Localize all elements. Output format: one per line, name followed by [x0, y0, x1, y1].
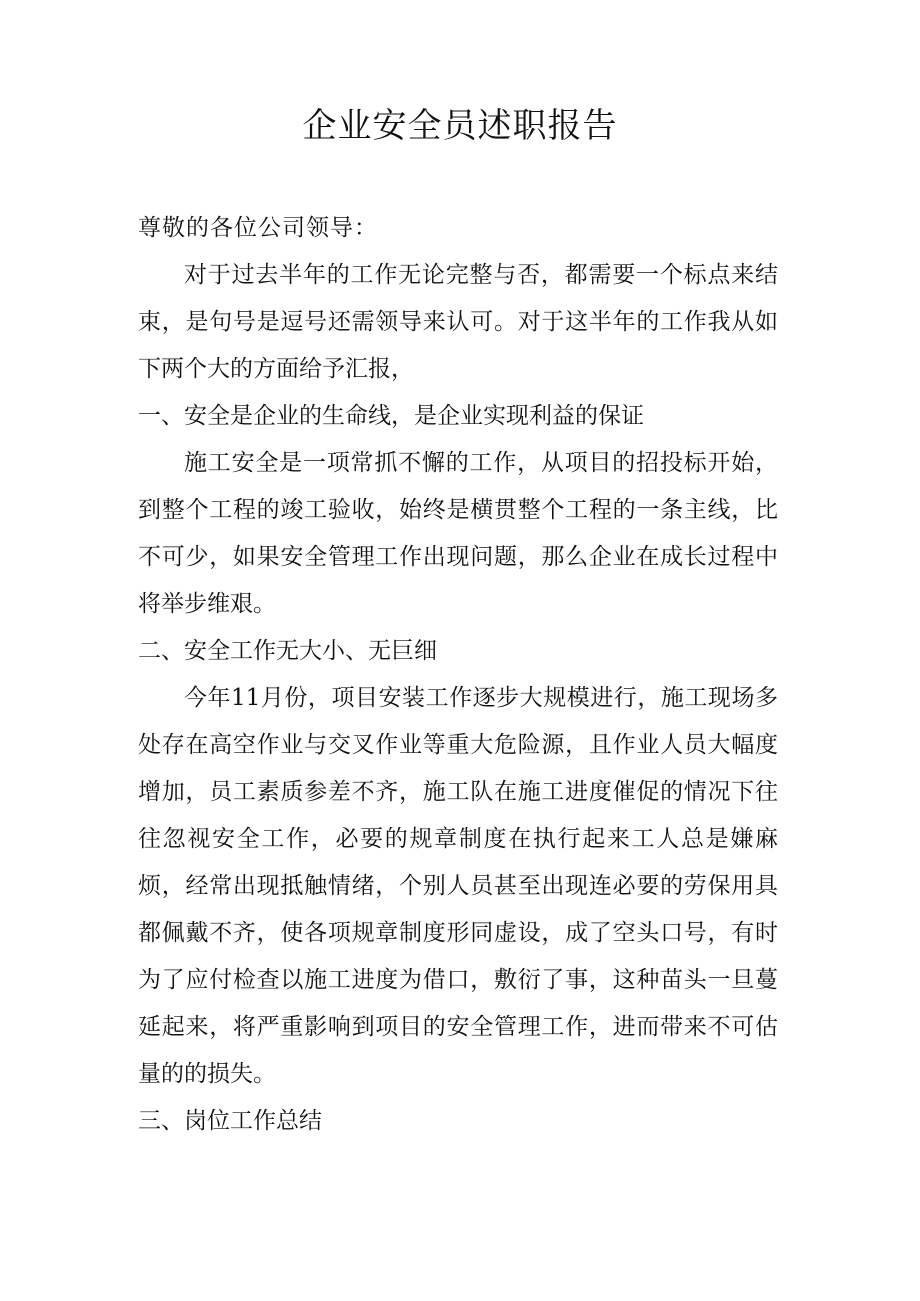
document-title: 企业安全员述职报告 [302, 106, 618, 146]
greeting: 尊敬的各位公司领导： [138, 215, 378, 241]
paragraph-section-2: 今年11月份，项目安装工作逐步大规模进行，施工现场多处存在高空作业与交叉作业等重大危险源，且作业人员大幅度增加，员工素质参差不齐，施工队在施工进度催促的情况下往往忽视安全工作，必要的规章制度在执行起来工人总是嫌麻烦，经常出现抵触情绪，个别人员甚至出现连必要的劳保用具都佩戴不齐，使各项规章制度形同虚设，成了空头口号，有时为了应付检查以施工进度为借口，敷衍了事，这种苗头一旦蔓延起来，将严重影响到项目的安全管理工作，进而带来不可估量的的损失。 [138, 685, 778, 1087]
section-heading-2: 二、安全工作无大小、无巨细 [138, 638, 437, 664]
section-heading-1: 一、安全是企业的生命线，是企业实现利益的保证 [138, 403, 644, 429]
section-heading-3: 三、岗位工作总结 [138, 1108, 322, 1134]
document-body [138, 205, 778, 1145]
paragraph-intro: 对于过去半年的工作无论完整与否，都需要一个标点来结束，是句号是逗号还需领导来认可。对于这半年的工作我从如下两个大的方面给予汇报， [138, 262, 778, 382]
paragraph-section-1: 施工安全是一项常抓不懈的工作，从项目的招投标开始，到整个工程的竣工验收，始终是横贯整个工程的一条主线，比不可少，如果安全管理工作出现问题，那么企业在成长过程中将举步维艰。 [138, 450, 778, 617]
